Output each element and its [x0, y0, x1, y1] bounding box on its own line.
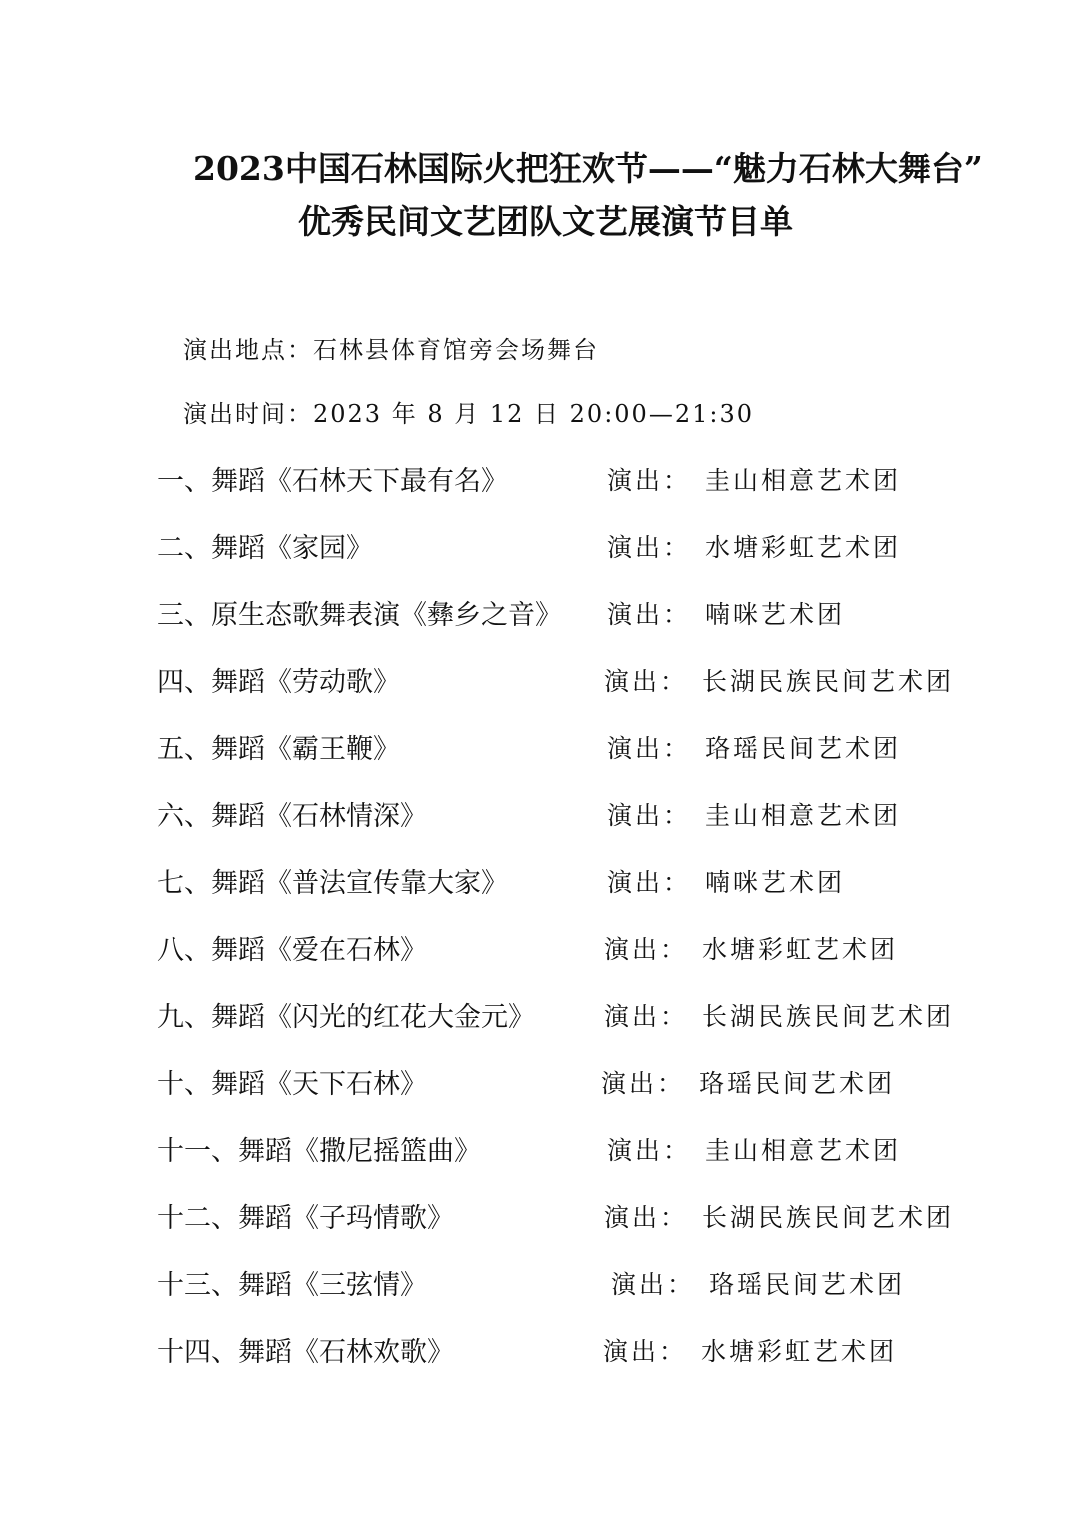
program-performer [607, 729, 901, 765]
performer-name: 圭山相意艺术团 [705, 1136, 902, 1165]
program-row [0, 1330, 1080, 1370]
program-title: 九、舞蹈《闪光的红花大金元》 [157, 1002, 535, 1033]
program-row [0, 727, 1080, 767]
program-title: 六、舞蹈《石林情深》 [157, 801, 427, 832]
performer-name: 圭山相意艺术团 [705, 801, 902, 830]
performer-label: 演出： [607, 868, 692, 897]
performer-label: 演出： [603, 1337, 688, 1366]
program-row [0, 459, 1080, 499]
performer-name: 长湖民族民间艺术团 [702, 1203, 955, 1232]
program-title: 五、舞蹈《霸王鞭》 [157, 734, 400, 765]
performer-name: 圭山相意艺术团 [705, 466, 902, 495]
program-performer [604, 662, 954, 698]
program-title: 二、舞蹈《家园》 [157, 533, 373, 564]
program-title: 十四、舞蹈《石林欢歌》 [157, 1337, 454, 1368]
program-row [0, 794, 1080, 834]
performer-label: 演出： [604, 667, 689, 696]
program-title: 十二、舞蹈《子玛情歌》 [157, 1203, 454, 1234]
program-row [0, 861, 1080, 901]
program-performer [607, 796, 901, 832]
program-performer [604, 1198, 954, 1234]
performer-label: 演出： [601, 1069, 686, 1098]
program-title: 八、舞蹈《爱在石林》 [157, 935, 427, 966]
program-performer [607, 528, 901, 564]
program-performer [607, 461, 901, 497]
program-performer [611, 1265, 905, 1301]
program-title: 三、原生态歌舞表演《彝乡之音》 [157, 600, 562, 631]
performer-label: 演出： [607, 734, 692, 763]
document-title-line-1: 2023中国石林国际火把狂欢节——“魅力石林大舞台” [193, 149, 983, 188]
performer-name: 珞瑶民间艺术团 [705, 734, 902, 763]
performer-label: 演出： [607, 533, 692, 562]
program-row [0, 593, 1080, 633]
performer-label: 演出： [611, 1270, 696, 1299]
program-performer [607, 1131, 901, 1167]
program-title: 七、舞蹈《普法宣传靠大家》 [157, 868, 508, 899]
performer-name: 水塘彩虹艺术团 [701, 1337, 898, 1366]
program-performer [607, 595, 845, 631]
program-row [0, 1129, 1080, 1169]
performer-name: 喃咪艺术团 [705, 600, 846, 629]
program-row [0, 660, 1080, 700]
program-title: 十三、舞蹈《三弦情》 [157, 1270, 427, 1301]
performer-label: 演出： [607, 600, 692, 629]
program-row [0, 526, 1080, 566]
venue-line: 演出地点：石林县体育馆旁会场舞台 [183, 336, 599, 364]
performer-name: 长湖民族民间艺术团 [702, 1002, 955, 1031]
program-performer [604, 930, 898, 966]
performer-label: 演出： [607, 801, 692, 830]
program-title: 十、舞蹈《天下石林》 [157, 1069, 427, 1100]
performer-label: 演出： [604, 935, 689, 964]
performer-name: 喃咪艺术团 [705, 868, 846, 897]
performer-name: 水塘彩虹艺术团 [702, 935, 899, 964]
performer-name: 水塘彩虹艺术团 [705, 533, 902, 562]
program-title: 一、舞蹈《石林天下最有名》 [157, 466, 508, 497]
program-row [0, 1263, 1080, 1303]
program-performer [604, 997, 954, 1033]
performer-label: 演出： [604, 1002, 689, 1031]
program-row [0, 1196, 1080, 1236]
program-performer [601, 1064, 895, 1100]
performer-name: 珞瑶民间艺术团 [709, 1270, 906, 1299]
program-title: 四、舞蹈《劳动歌》 [157, 667, 400, 698]
program-performer [607, 863, 845, 899]
program-row [0, 928, 1080, 968]
performer-label: 演出： [607, 466, 692, 495]
document-title-line-2: 优秀民间文艺团队文艺展演节目单 [298, 202, 793, 241]
time-line: 演出时间：2023 年 8 月 12 日 20:00—21:30 [183, 400, 754, 428]
program-title: 十一、舞蹈《撒尼摇篮曲》 [157, 1136, 481, 1167]
program-row [0, 1062, 1080, 1102]
performer-name: 长湖民族民间艺术团 [702, 667, 955, 696]
program-row [0, 995, 1080, 1035]
program-performer [603, 1332, 897, 1368]
performer-name: 珞瑶民间艺术团 [699, 1069, 896, 1098]
performer-label: 演出： [607, 1136, 692, 1165]
performer-label: 演出： [604, 1203, 689, 1232]
